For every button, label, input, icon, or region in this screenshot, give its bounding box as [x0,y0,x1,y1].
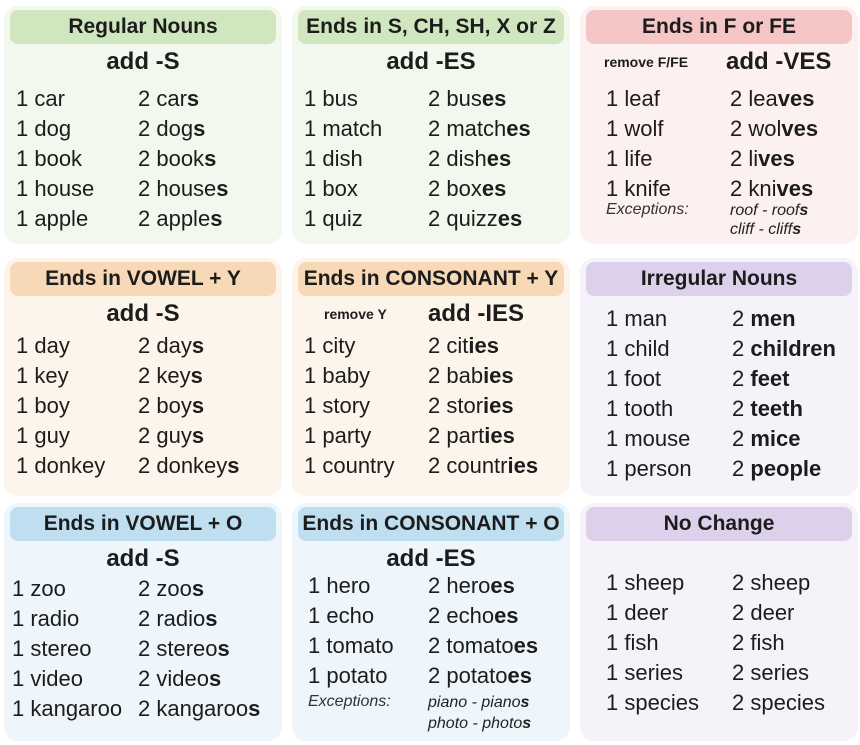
singular-word: 1 leaf [606,86,660,111]
remove-label: remove Y [324,306,387,322]
exception-word: roof - roofs [730,202,809,219]
plural-word: 2 teeth [732,396,803,421]
plural-word: 2 keys [138,363,203,388]
plural-word: 2 sheep [732,570,811,595]
plural-word: 2 boxes [428,176,507,201]
singular-word: 1 foot [606,366,662,391]
singular-word: 1 guy [16,423,70,448]
singular-word: 1 quiz [304,206,363,231]
rule-label: add -S [106,300,180,327]
plural-word: 2 dishes [428,146,512,171]
singular-word: 1 bus [304,86,358,111]
plural-word: 2 children [732,336,836,361]
singular-word: 1 sheep [606,570,685,595]
plural-word: 2 videos [138,666,222,691]
plural-word: 2 feet [732,366,790,391]
singular-word: 1 child [606,336,670,361]
exception-word: cliff - cliffs [730,221,802,238]
exception-word: photo - photos [428,715,532,732]
plural-word: 2 potatoes [428,663,532,688]
rule-label: add -ES [386,545,476,572]
remove-label: remove F/FE [604,54,689,70]
singular-word: 1 hero [308,573,371,598]
card-ends-in-consonant-y [292,258,570,496]
plural-word: 2 deer [732,600,795,625]
singular-word: 1 zoo [12,576,66,601]
plural-word: 2 species [732,690,825,715]
plural-word: 2 kangaroos [138,696,261,721]
singular-word: 1 tooth [606,396,674,421]
singular-word: 1 box [304,176,358,201]
singular-word: 1 deer [606,600,669,625]
plural-word: 2 parties [428,423,515,448]
plural-word: 2 knives [730,176,814,201]
plural-word: 2 mice [732,426,801,451]
plural-word: 2 zoos [138,576,205,601]
singular-word: 1 person [606,456,692,481]
card-title: Ends in F or FE [586,10,852,44]
plural-word: 2 boys [138,393,205,418]
plural-word: 2 books [138,146,217,171]
plural-word: 2 quizzes [428,206,523,231]
plural-word: 2 leaves [730,86,815,111]
singular-word: 1 species [606,690,699,715]
card-title: Ends in CONSONANT + O [298,507,564,541]
rule-label: add -S [106,545,180,572]
plural-word: 2 cities [428,333,499,358]
plural-word: 2 houses [138,176,229,201]
card-ends-in-f-fe [580,6,858,244]
singular-word: 1 baby [304,363,371,388]
singular-word: 1 story [304,393,371,418]
singular-word: 1 echo [308,603,375,628]
singular-word: 1 tomato [308,633,394,658]
plural-word: 2 countries [428,453,539,478]
plural-word: 2 apples [138,206,223,231]
card-title: Regular Nouns [10,10,276,44]
singular-word: 1 series [606,660,684,685]
exception-word: piano - pianos [428,694,530,711]
singular-word: 1 kangaroo [12,696,123,721]
singular-word: 1 day [16,333,70,358]
plural-word: 2 radios [138,606,218,631]
plural-word: 2 heroes [428,573,515,598]
singular-word: 1 dog [16,116,72,141]
singular-word: 1 party [304,423,372,448]
exceptions-label: Exceptions: [308,693,391,710]
singular-word: 1 match [304,116,383,141]
card-title: Irregular Nouns [586,262,852,296]
plural-word: 2 wolves [730,116,819,141]
card-ends-in-sibilant [292,6,570,244]
singular-word: 1 book [16,146,83,171]
singular-word: 1 knife [606,176,671,201]
plural-word: 2 matches [428,116,531,141]
singular-word: 1 wolf [606,116,664,141]
plural-word: 2 donkeys [138,453,240,478]
rule-label: add -S [106,48,180,75]
singular-word: 1 life [606,146,653,171]
singular-word: 1 stereo [12,636,92,661]
card-ends-in-vowel-o [4,503,282,741]
plural-word: 2 series [732,660,810,685]
exceptions-label: Exceptions: [606,201,689,218]
singular-word: 1 apple [16,206,89,231]
rule-label: add -IES [428,300,525,327]
singular-word: 1 city [304,333,356,358]
singular-word: 1 radio [12,606,80,631]
card-title: Ends in VOWEL + Y [10,262,276,296]
plural-word: 2 stories [428,393,514,418]
card-regular-nouns [4,6,282,244]
singular-word: 1 car [16,86,65,111]
card-title: Ends in VOWEL + O [10,507,276,541]
singular-word: 1 potato [308,663,388,688]
plural-word: 2 men [732,306,796,331]
plural-word: 2 babies [428,363,514,388]
singular-word: 1 mouse [606,426,691,451]
singular-word: 1 house [16,176,95,201]
singular-word: 1 country [304,453,395,478]
plural-word: 2 buses [428,86,507,111]
card-ends-in-vowel-y [4,258,282,496]
singular-word: 1 dish [304,146,363,171]
plural-word: 2 dogs [138,116,206,141]
card-title: No Change [586,507,852,541]
card-irregular-nouns [580,258,858,496]
singular-word: 1 donkey [16,453,106,478]
singular-word: 1 fish [606,630,659,655]
plural-word: 2 tomatoes [428,633,539,658]
plural-word: 2 days [138,333,205,358]
plural-word: 2 stereos [138,636,230,661]
plural-word: 2 guys [138,423,205,448]
card-no-change [580,503,858,741]
plural-word: 2 echoes [428,603,519,628]
card-title: Ends in CONSONANT + Y [298,262,564,296]
card-ends-in-consonant-o [292,503,570,741]
plural-word: 2 cars [138,86,200,111]
plural-word: 2 fish [732,630,785,655]
card-title: Ends in S, CH, SH, X or Z [298,10,564,44]
plural-word: 2 lives [730,146,795,171]
singular-word: 1 key [16,363,69,388]
rule-label: add -VES [726,48,832,75]
plural-word: 2 people [732,456,822,481]
singular-word: 1 man [606,306,668,331]
singular-word: 1 boy [16,393,70,418]
rule-label: add -ES [386,48,476,75]
singular-word: 1 video [12,666,83,691]
